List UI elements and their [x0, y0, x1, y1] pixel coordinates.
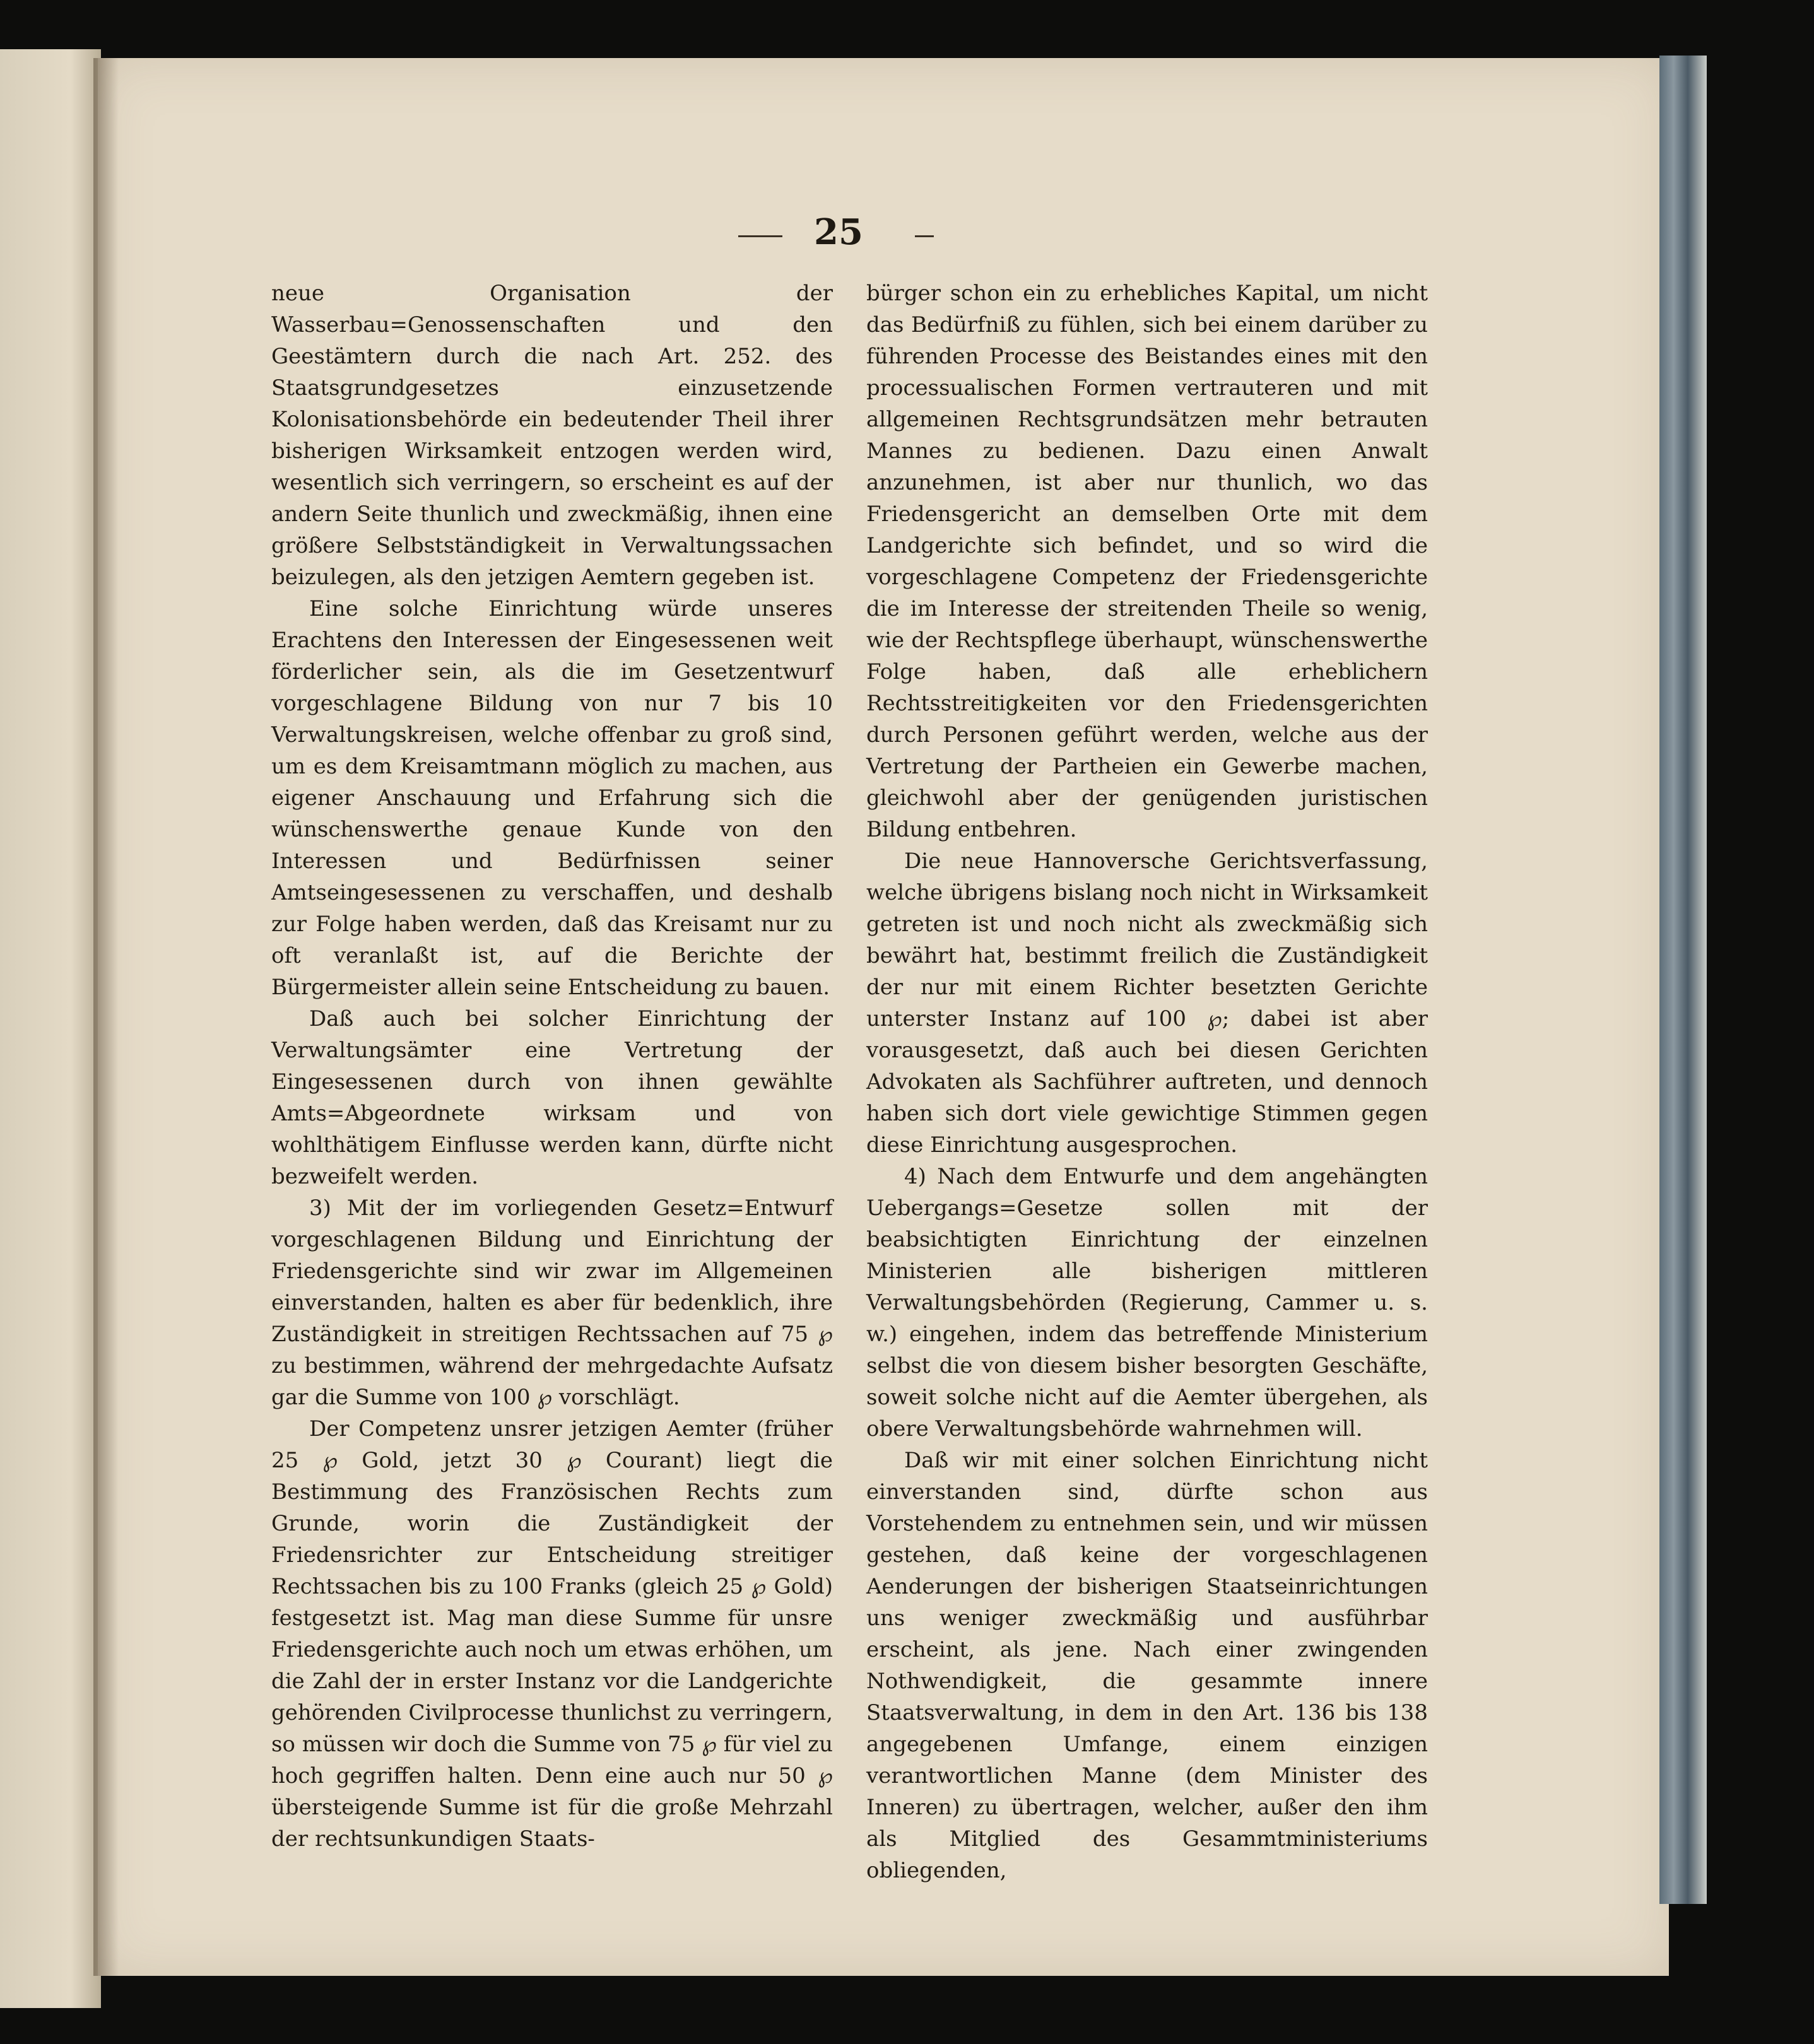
page-header	[0, 211, 1814, 262]
header-rule-right	[915, 235, 934, 237]
header-rule-left	[738, 235, 782, 237]
paragraph: neue Organisation der Wasserbau=Genossenschaften und den Geestämtern durch die nach Art. 252. des Staatsgrundgesetzes einzusetzende Kolonisationsbehörde ein bedeutender Theil ihrer bisherigen Wirksamkeit entzogen werden wird, wesentlich sich verringern, so erscheint es auf der andern Seite thunlich und zweckmäßig, ihnen eine größere Selbstständigkeit in Verwaltungssachen beizulegen, als den jetzigen Aemtern gegeben ist.	[271, 281, 833, 590]
gutter-shadow	[93, 58, 119, 1976]
paragraph: bürger schon ein zu erhebliches Kapital, um nicht das Bedürfniß zu fühlen, sich bei einem darüber zu führenden Processe des Beistandes eines mit den processualischen Formen vertrauteren und mit allgemeinen Rechtsgrundsätzen mehr betrauten Mannes zu bedienen. Dazu einen Anwalt anzunehmen, ist aber nur thunlich, wo das Friedensgericht an demselben Orte mit dem Landgerichte sich befindet, und so wird die vorgeschlagene Competenz der Friedensgerichte die im Interesse der streitenden Theile so wenig, wie der Rechtspflege überhaupt, wünschenswerthe Folge haben, daß alle erheblichern Rechtsstreitigkeiten vor den Friedensgerichten durch Personen geführt werden, welche aus der Vertretung der Partheien ein Gewerbe machen, gleichwohl aber der genügenden juristischen Bildung entbehren.	[866, 281, 1428, 842]
left-text-column	[271, 278, 833, 1855]
right-text-column	[866, 278, 1428, 1886]
paragraph: Der Competenz unsrer jetzigen Aemter (früher 25 ℘ Gold, jetzt 30 ℘ Courant) liegt die Bestimmung des Französischen Rechts zum Grunde, worin die Zuständigkeit der Friedensrichter zur Entscheidung streitiger Rechtssachen bis zu 100 Franks (gleich 25 ℘ Gold) festgesetzt ist. Mag man diese Summe für unsre Friedensgerichte auch noch um etwas erhöhen, um die Zahl der in erster Instanz vor die Landgerichte gehörenden Civilprocesse thunlichst zu verringern, so müssen wir doch die Summe von 75 ℘ für viel zu hoch gegriffen halten. Denn eine auch nur 50 ℘ übersteigende Summe ist für die große Mehrzahl der rechtsunkundigen Staats-	[271, 1416, 833, 1852]
marbled-cover-edge	[1659, 56, 1707, 1904]
paragraph: Daß wir mit einer solchen Einrichtung nicht einverstanden sind, dürfte schon aus Vorstehendem zu entnehmen sein, und wir müssen gestehen, daß keine der vorgeschlagenen Aenderungen der bisherigen Staatseinrichtungen uns weniger zweckmäßig und ausführbar erscheint, als jene. Nach einer zwingenden Nothwendigkeit, die gesammte innere Staatsverwaltung, in dem in den Art. 136 bis 138 angegebenen Umfange, einem einzigen verantwortlichen Manne (dem Minister des Inneren) zu übertragen, welcher, außer den ihm als Mitglied des Gesammtministeriums obliegenden,	[866, 1448, 1428, 1883]
facing-page-edge	[0, 49, 101, 2008]
paragraph: Die neue Hannoversche Gerichtsverfassung, welche übrigens bislang noch nicht in Wirksamkeit getreten ist und noch nicht als zweckmäßig sich bewährt hat, bestimmt freilich die Zuständigkeit der nur mit einem Richter besetzten Gerichte unterster Instanz auf 100 ℘; dabei ist aber vorausgesetzt, daß auch bei diesen Gerichten Advokaten als Sachführer auftreten, und dennoch haben sich dort viele gewichtige Stimmen gegen diese Einrichtung ausgesprochen.	[866, 849, 1428, 1158]
page-number: 25	[814, 211, 863, 253]
paragraph: 3) Mit der im vorliegenden Gesetz=Entwurf vorgeschlagenen Bildung und Einrichtung der Friedensgerichte sind wir zwar im Allgemeinen einverstanden, halten es aber für bedenklich, ihre Zuständigkeit in streitigen Rechtssachen auf 75 ℘ zu bestimmen, während der mehrgedachte Aufsatz gar die Summe von 100 ℘ vorschlägt.	[271, 1195, 833, 1410]
paragraph: Daß auch bei solcher Einrichtung der Verwaltungsämter eine Vertretung der Eingesessenen durch von ihnen gewählte Amts=Abgeordnete wirksam und von wohlthätigem Einflusse werden kann, dürfte nicht bezweifelt werden.	[271, 1006, 833, 1189]
paragraph: 4) Nach dem Entwurfe und dem angehängten Uebergangs=Gesetze sollen mit der beabsichtigten Einrichtung der einzelnen Ministerien alle bisherigen mittleren Verwaltungsbehörden (Regierung, Cammer u. s. w.) eingehen, indem das betreffende Ministerium selbst die von diesem bisher besorgten Geschäfte, soweit solche nicht auf die Aemter übergehen, als obere Verwaltungsbehörde wahrnehmen will.	[866, 1164, 1428, 1442]
paragraph: Eine solche Einrichtung würde unseres Erachtens den Interessen der Eingesessenen weit förderlicher sein, als die im Gesetzentwurf vorgeschlagene Bildung von nur 7 bis 10 Verwaltungskreisen, welche offenbar zu groß sind, um es dem Kreisamtmann möglich zu machen, aus eigener Anschauung und Erfahrung sich die wünschenswerthe genaue Kunde von den Interessen und Bedürfnissen seiner Amtseingesessenen zu verschaffen, und deshalb zur Folge haben werden, daß das Kreisamt nur zu oft veranlaßt ist, auf die Berichte der Bürgermeister allein seine Entscheidung zu bauen.	[271, 596, 833, 1000]
